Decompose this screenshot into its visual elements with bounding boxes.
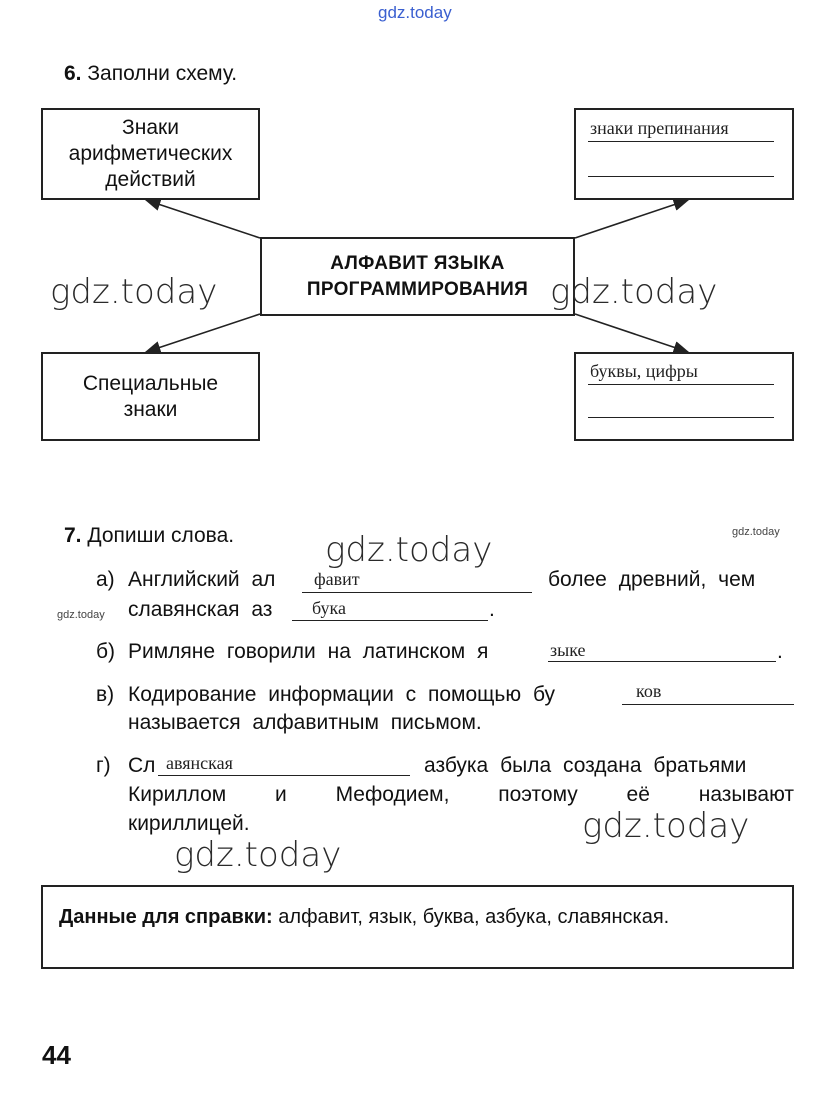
scheme-box-top-right [574,108,794,200]
task7-a-text1: Английский ал [128,568,276,591]
box-top-right-answer: знаки препинания [590,118,729,138]
answer-line [292,620,488,621]
task7-v-text1: Кодирование информации с помощью бу [128,683,556,706]
task7-a-letter: а) [96,568,115,591]
task7-a-end: . [489,598,495,621]
task7-g-text1: Сл [128,754,156,777]
arrow-to-bottom-left [146,314,260,352]
watermark-big: gdz.today [582,806,750,846]
box-top-left-text: Знаки арифметических действий [68,116,233,191]
answer-line [588,176,774,177]
task7-b-end: . [777,640,783,663]
task7-a-text3: славянская аз [128,598,273,621]
scheme-box-center [260,237,575,316]
watermark-top: gdz.today [378,3,452,22]
reference-text: алфавит, язык, буква, азбука, славянская. [278,906,670,928]
reference-box [41,885,794,969]
scheme-box-top-left [41,108,260,200]
task7-a-answer1: фавит [314,569,360,589]
watermark-big: gdz.today [550,272,718,312]
box-bottom-right-answer: буквы, цифры [590,361,698,381]
task7-number: 7. [64,524,82,547]
answer-line [158,775,410,776]
watermark-small: gdz.today [732,526,780,538]
arrow-to-top-left [146,200,260,238]
watermark-small: gdz.today [57,609,105,621]
answer-line [622,704,794,705]
task7-heading [64,524,234,548]
task7-g-text2: азбука была создана братьями [424,754,747,777]
answer-line [588,384,774,385]
task7-title: Допиши слова. [87,524,235,547]
answer-line [588,141,774,142]
reference-content [59,903,776,931]
watermark-big: gdz.today [50,272,218,312]
task7-a-answer2: бука [312,598,346,618]
page-number: 44 [42,1040,71,1070]
task7-v-answer: ков [636,681,662,701]
answer-line [302,592,532,593]
task7-g-letter: г) [96,754,111,777]
watermark-big: gdz.today [325,530,493,570]
box-bottom-left-text: Специальные знаки [82,371,219,421]
task7-a-text2: более древний, чем [548,568,756,591]
task7-b-letter: б) [96,640,116,663]
task7-g-text3: Кириллом и Мефодием, поэтому её называют [128,783,794,806]
task7-b-answer: зыке [550,640,586,660]
arrow-to-top-right [575,200,688,238]
task7-b-text1: Римляне говорили на латинском я [128,640,489,663]
task7-g-text4: кириллицей. [128,812,250,835]
arrow-to-bottom-right [575,314,688,352]
box-center-text: АЛФАВИТ ЯЗЫКА ПРОГРАММИРОВАНИЯ [306,252,529,300]
scheme-box-bottom-right [574,352,794,441]
answer-line [548,661,776,662]
answer-line [588,417,774,418]
scheme-box-bottom-left [41,352,260,441]
task6-title: Заполни схему. [87,62,238,85]
task7-v-letter: в) [96,683,115,706]
task7-v-text2: называется алфавитным письмом. [128,711,482,734]
task6-number: 6. [64,62,82,85]
watermark-big: gdz.today [174,835,342,875]
task7-g-answer: авянская [166,753,233,773]
reference-label: Данные для справки: [59,906,273,928]
